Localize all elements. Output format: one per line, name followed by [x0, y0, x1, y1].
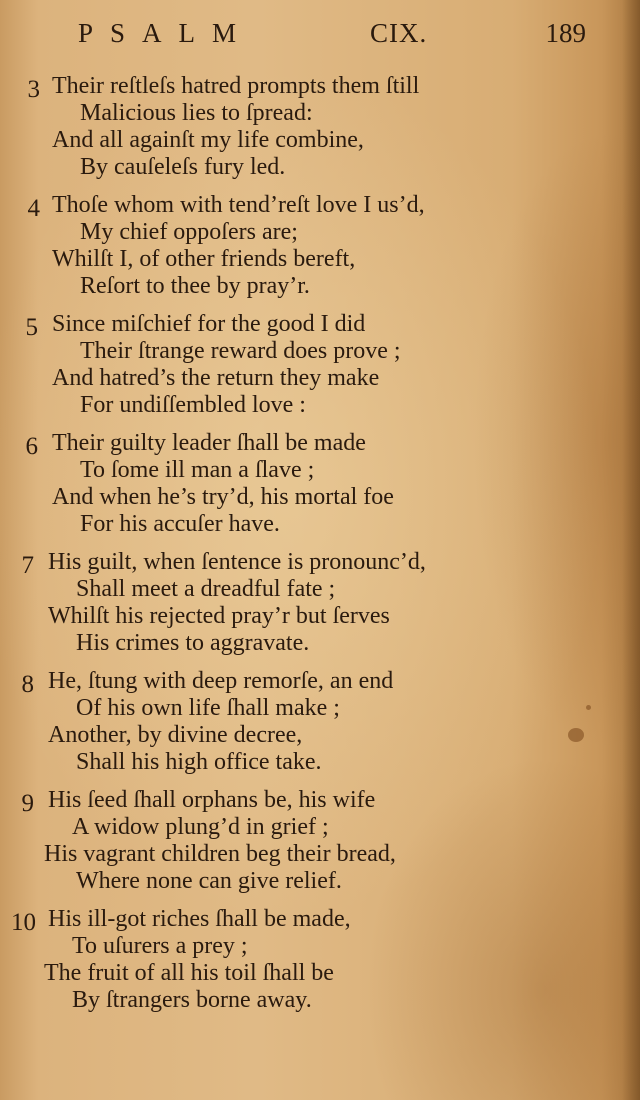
stanza [0, 427, 640, 546]
stanza [0, 903, 640, 1022]
verse-line: His guilt, when ſentence is pronounc’d, [48, 549, 426, 575]
verse-number: 5 [25, 314, 38, 341]
verse-line: And when he’s try’d, his mortal foe [52, 484, 394, 510]
verse-line: His vagrant children beg their bread, [44, 841, 396, 867]
verse-line: Shall his high office take. [76, 749, 322, 775]
verse-line: For undiſſembled love : [80, 392, 306, 418]
verse-line: Reſort to thee by pray’r. [80, 273, 310, 299]
verse-line: The fruit of all his toil ſhall be [44, 960, 334, 986]
verse-line: Shall meet a dreadful fate ; [76, 576, 336, 602]
verse-line: And hatred’s the return they make [52, 365, 380, 391]
psalm-number: CIX. [370, 18, 428, 48]
verse-line: For his accuſer have. [80, 511, 280, 537]
verse-line: Whilſt his rejected pray’r but ſerves [48, 603, 390, 629]
verse-number: 10 [11, 909, 36, 936]
verse-line: To ſome ill man a ſlave ; [80, 457, 315, 483]
verse-number: 9 [21, 790, 34, 817]
verse-line: Their reſtleſs hatred prompts them ſtill [52, 73, 420, 99]
verse-line: Since miſchief for the good I did [52, 311, 366, 337]
running-title: PSALM [78, 18, 254, 48]
verse-line: A widow plung’d in grief ; [72, 814, 329, 840]
stanza [0, 189, 640, 308]
verse-line: Their guilty leader ſhall be made [52, 430, 366, 456]
stanza [0, 784, 640, 903]
verse-number: 6 [25, 433, 38, 460]
verse-number: 7 [21, 552, 34, 579]
stanza [0, 546, 640, 665]
stanza [0, 308, 640, 427]
verse-line: By ſtrangers borne away. [72, 987, 312, 1013]
verse-line: And all againſt my life combine, [52, 127, 364, 153]
stanza-list [0, 70, 640, 1022]
verse-line: His ſeed ſhall orphans be, his wife [48, 787, 376, 813]
verse-line: Of his own life ſhall make ; [76, 695, 340, 721]
verse-line: Thoſe whom with tend’reſt love I us’d, [52, 192, 425, 218]
stanza [0, 70, 640, 189]
verse-line: His ill-got riches ſhall be made, [48, 906, 351, 932]
verse-line: Another, by divine decree, [48, 722, 303, 748]
verse-number: 8 [21, 671, 34, 698]
verse-line: My chief oppoſers are; [80, 219, 298, 245]
verse-line: Whilſt I, of other friends bereft, [52, 246, 356, 272]
verse-line: Their ſtrange reward does prove ; [80, 338, 401, 364]
running-header [78, 18, 586, 54]
verse-number: 3 [27, 76, 40, 103]
verse-number: 4 [27, 195, 40, 222]
verse-line: His crimes to aggravate. [76, 630, 310, 656]
verse-line: He, ſtung with deep remorſe, an end [48, 668, 394, 694]
verse-line: To uſurers a prey ; [72, 933, 248, 959]
stanza [0, 665, 640, 784]
page-number: 189 [545, 18, 586, 48]
verse-line: Where none can give relief. [76, 868, 342, 894]
verse-line: Malicious lies to ſpread: [80, 100, 313, 126]
verse-line: By cauſeleſs fury led. [80, 154, 286, 180]
